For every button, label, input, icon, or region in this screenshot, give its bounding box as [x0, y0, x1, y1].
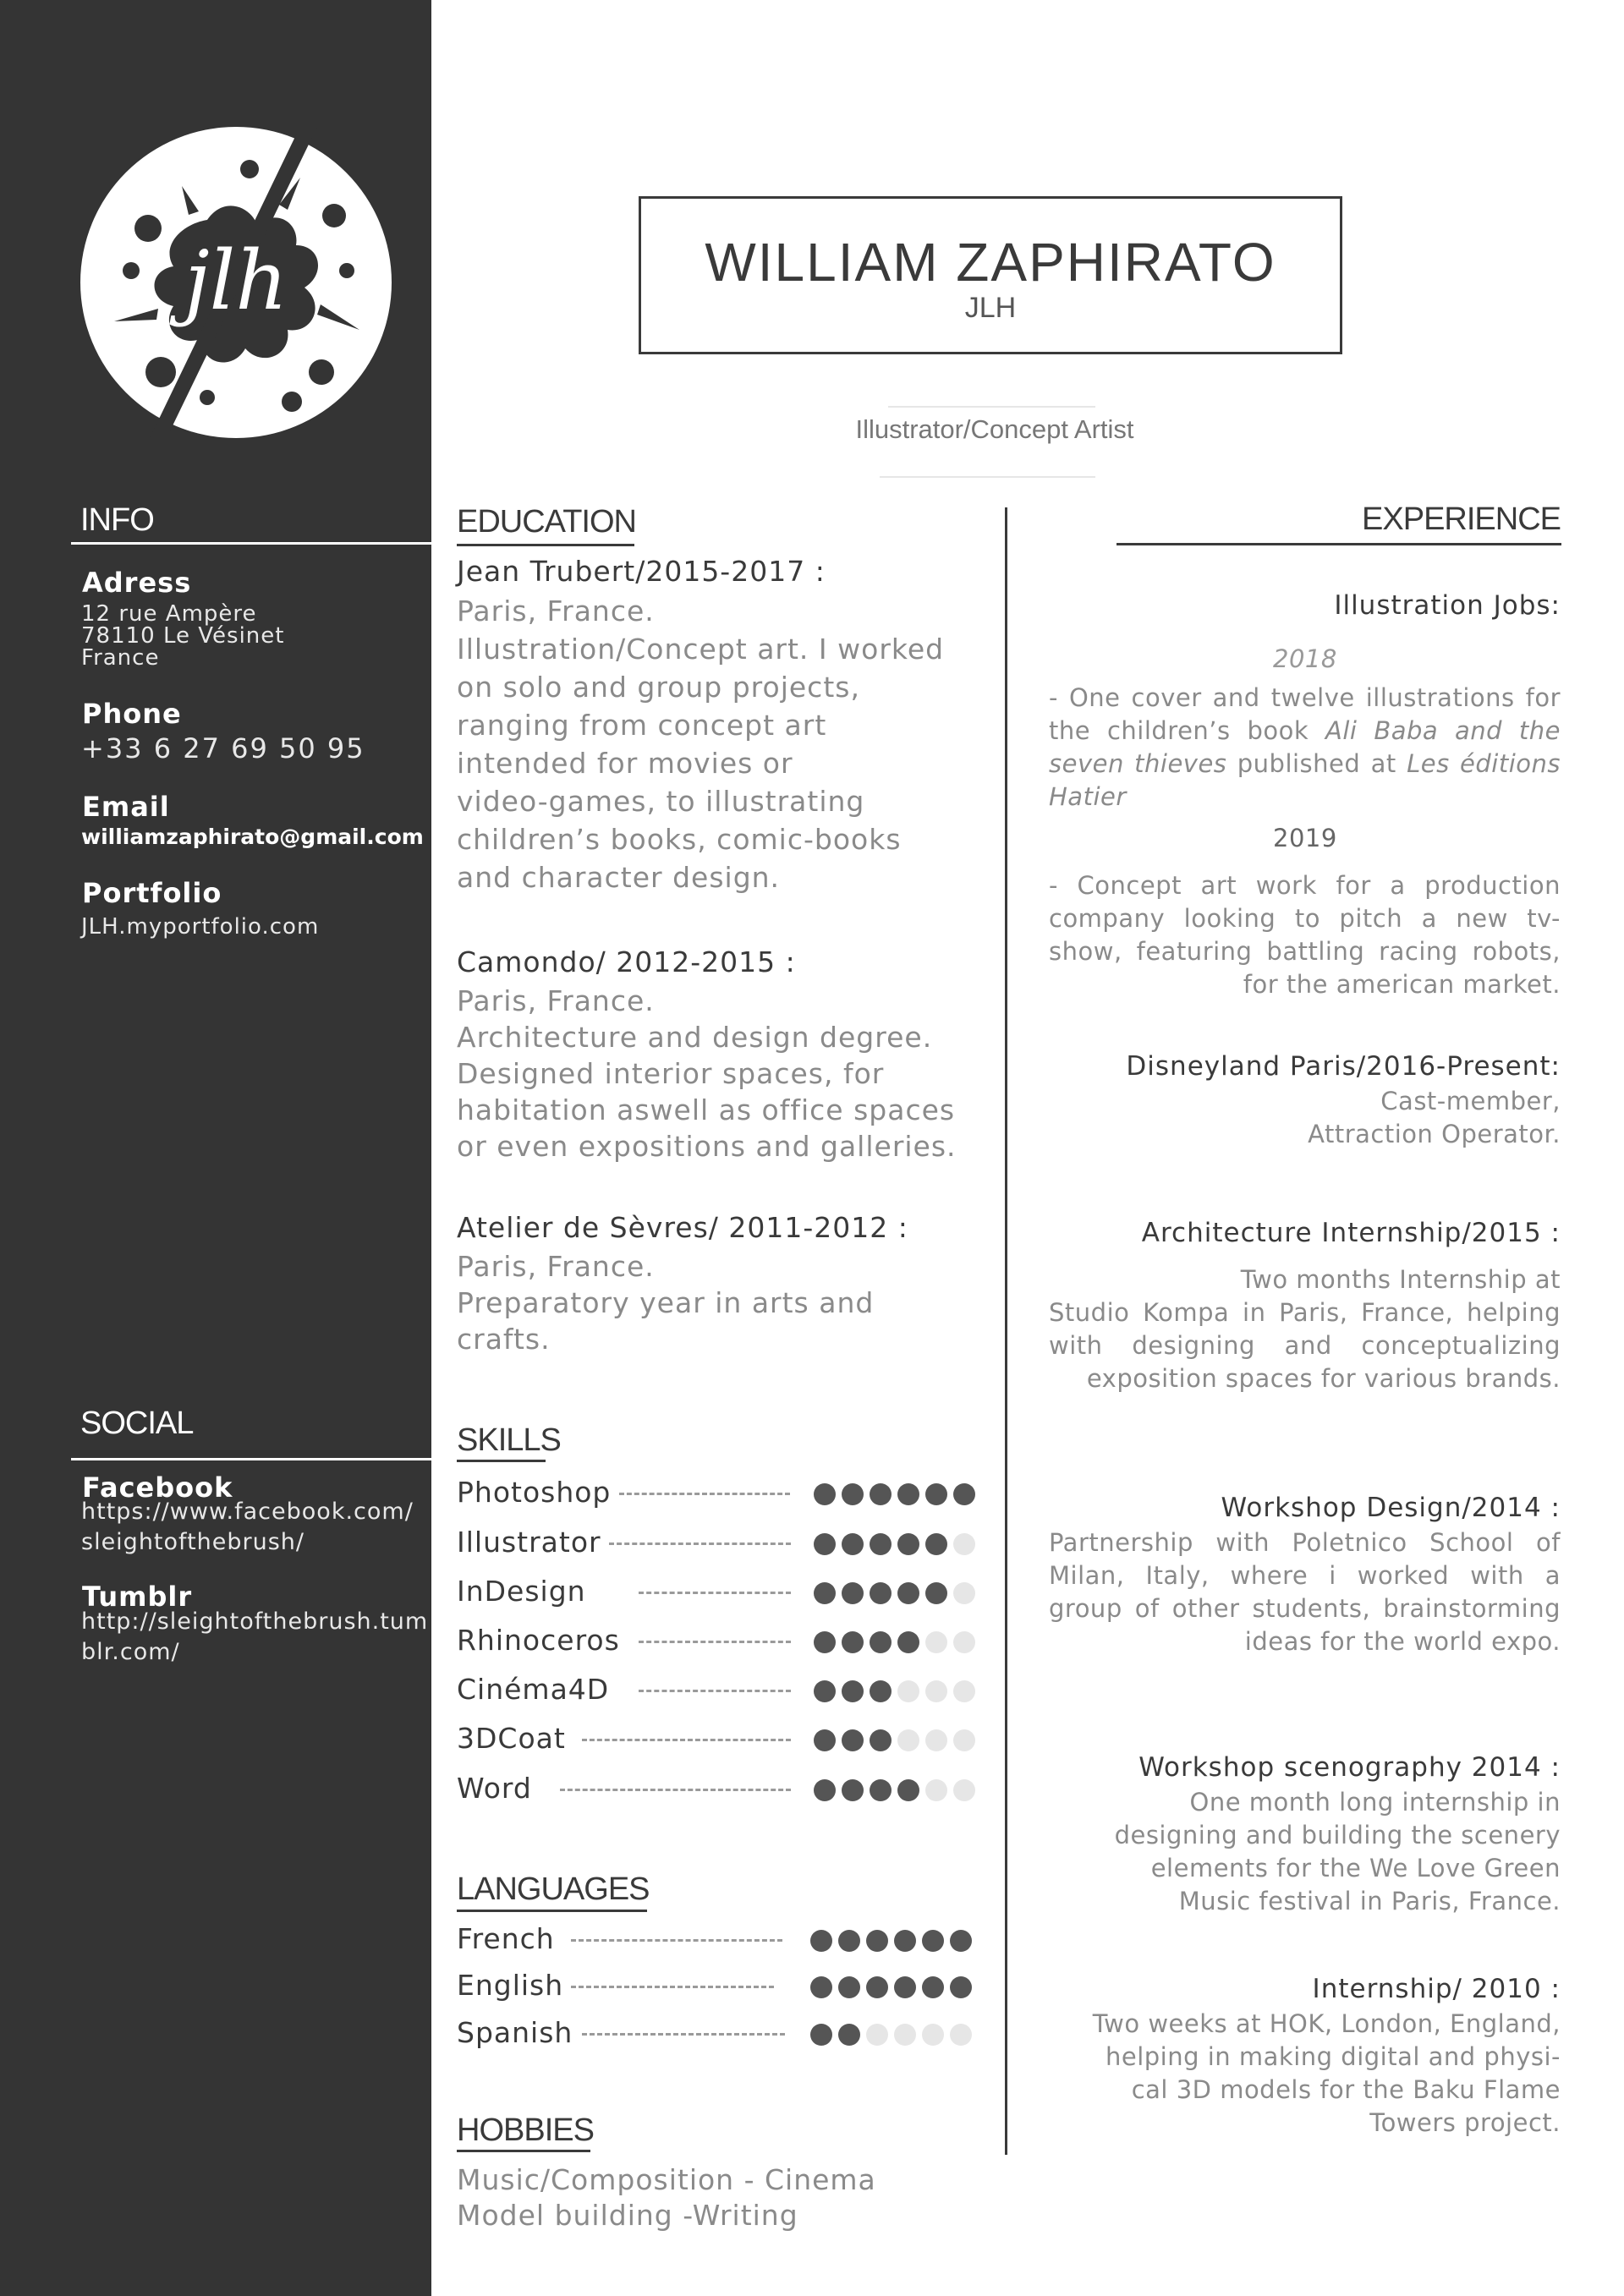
skill-name: Photoshop — [457, 1476, 612, 1509]
job-1-intro: - One cover and twelve illustrations for the children’s book — [1049, 683, 1561, 745]
skill-level-dots — [814, 1533, 975, 1555]
level-dot-filled — [870, 1631, 892, 1653]
level-dot-filled — [950, 1930, 972, 1952]
internship-line-3: cal 3D models for the Baku Flame — [1131, 2075, 1561, 2104]
disney-body — [1049, 1085, 1561, 1151]
dash-leader — [582, 2033, 785, 2036]
social-heading: SOCIAL — [80, 1406, 194, 1441]
level-dot-filled — [953, 1483, 975, 1505]
education-1-line-5: intended for movies or — [457, 747, 793, 780]
skills-rule — [457, 1460, 546, 1462]
level-dot-filled — [925, 1483, 947, 1505]
level-dot-empty — [894, 2024, 916, 2046]
internship-line-1: Two weeks at HOK, London, England, — [1092, 2009, 1561, 2038]
role-rule-top — [888, 406, 1095, 408]
education-body-1 — [457, 592, 973, 896]
workshop-design-body: Partnership with Poletnico School of Milan, Italy, where i worked with a group of other students, brainstorming ideas for the world expo. — [1049, 1528, 1561, 1656]
level-dot-filled — [897, 1631, 919, 1653]
education-rule — [457, 544, 634, 546]
level-dot-empty — [953, 1582, 975, 1604]
level-dot-filled — [814, 1729, 836, 1751]
dash-leader — [571, 1939, 782, 1942]
scenography-line-2: designing and building the scenery — [1114, 1821, 1561, 1849]
education-2-line-4: habitation aswell as office spaces — [457, 1093, 956, 1126]
architecture-title: Architecture Internship/2015 : — [1141, 1218, 1561, 1248]
dash-leader — [609, 1543, 791, 1545]
level-dot-filled — [894, 1930, 916, 1952]
education-1-line-2: Illustration/Concept art. I worked — [457, 633, 945, 666]
level-dot-filled — [842, 1680, 864, 1702]
skill-level-dots — [814, 1582, 975, 1604]
scenography-line-4: Music festival in Paris, France. — [1178, 1887, 1561, 1915]
education-title-3: Atelier de Sèvres/ 2011-2012 : — [457, 1211, 908, 1244]
level-dot-empty — [950, 2024, 972, 2046]
education-2-line-2: Architecture and design degree. — [457, 1021, 933, 1054]
level-dot-filled — [842, 1582, 864, 1604]
logo-monogram: jlh — [184, 233, 288, 328]
facebook-link-line-2[interactable]: sleightofthebrush/ — [81, 1529, 305, 1555]
job-1-published: published at — [1237, 749, 1396, 778]
illustration-job-2: - Concept art work for a production company looking to pitch a new tv-show, featuring battling racing robots, for the american market. — [1049, 871, 1561, 999]
workshop-scenography-title: Workshop scenography 2014 : — [1138, 1752, 1561, 1783]
education-1-line-6: video-games, to illustrating — [457, 785, 865, 818]
facebook-label: Facebook — [82, 1471, 233, 1504]
level-dot-filled — [870, 1729, 892, 1751]
level-dot-filled — [810, 2024, 832, 2046]
level-dot-filled — [814, 1582, 836, 1604]
level-dot-filled — [814, 1483, 836, 1505]
skill-name: Word — [457, 1772, 532, 1805]
email-label: Email — [82, 791, 170, 823]
level-dot-empty — [866, 2024, 888, 2046]
skill-level-dots — [814, 1729, 975, 1751]
level-dot-empty — [953, 1729, 975, 1751]
experience-heading: EXPERIENCE — [1362, 501, 1561, 537]
full-name: WILLIAM ZAPHIRATO — [705, 232, 1276, 293]
level-dot-filled — [838, 1976, 860, 1998]
skill-row-illustrator — [457, 1526, 981, 1559]
level-dot-empty — [925, 1631, 947, 1653]
education-body-3 — [457, 1248, 973, 1357]
job-1-book: Ali Baba and the seven thieves — [1049, 716, 1561, 778]
address-line-2: 78110 Le Vésinet — [81, 623, 285, 649]
email-link[interactable]: williamzaphirato@gmail.com — [81, 825, 424, 849]
level-dot-filled — [922, 1930, 944, 1952]
skill-level-dots — [814, 1779, 975, 1801]
dash-leader — [639, 1641, 791, 1643]
illustration-year-2019: 2019 — [1273, 824, 1337, 852]
education-1-line-1: Paris, France. — [457, 595, 655, 627]
level-dot-filled — [922, 1976, 944, 1998]
level-dot-empty — [953, 1779, 975, 1801]
illustration-job-1 — [1049, 682, 1561, 814]
sidebar — [0, 0, 431, 2296]
level-dot-filled — [950, 1976, 972, 1998]
skill-level-dots — [814, 1483, 975, 1505]
level-dot-filled — [870, 1483, 892, 1505]
level-dot-filled — [870, 1533, 892, 1555]
level-dot-filled — [866, 1930, 888, 1952]
language-level-dots — [810, 1976, 972, 1998]
skill-row-indesign — [457, 1575, 981, 1608]
level-dot-filled — [842, 1631, 864, 1653]
level-dot-filled — [814, 1533, 836, 1555]
skill-level-dots — [814, 1680, 975, 1702]
phone-label: Phone — [82, 698, 182, 730]
scenography-line-3: elements for the We Love Green — [1150, 1854, 1561, 1882]
tumblr-link-line-1[interactable]: http://sleightofthebrush.tum — [81, 1608, 429, 1635]
level-dot-filled — [870, 1582, 892, 1604]
dash-leader — [639, 1690, 791, 1692]
level-dot-filled — [814, 1680, 836, 1702]
skill-row-rhinoceros — [457, 1624, 981, 1658]
education-3-line-1: Paris, France. — [457, 1250, 655, 1283]
level-dot-filled — [810, 1976, 832, 1998]
language-name: Spanish — [457, 2016, 573, 2049]
level-dot-empty — [897, 1729, 919, 1751]
level-dot-filled — [894, 1976, 916, 1998]
internship-title: Internship/ 2010 : — [1312, 1974, 1561, 2004]
education-1-line-3: on solo and group projects, — [457, 671, 860, 704]
phone-value: +33 6 27 69 50 95 — [81, 732, 365, 764]
portfolio-label: Portfolio — [82, 877, 222, 909]
workshop-design-title: Workshop Design/2014 : — [1221, 1493, 1561, 1523]
education-2-line-1: Paris, France. — [457, 984, 655, 1017]
education-body-2 — [457, 983, 973, 1164]
level-dot-filled — [925, 1533, 947, 1555]
level-dot-empty — [953, 1533, 975, 1555]
skills-heading: SKILLS — [457, 1422, 561, 1458]
languages-heading: LANGUAGES — [457, 1871, 650, 1907]
language-row-french — [457, 1922, 981, 1956]
language-name: English — [457, 1969, 564, 2002]
education-1-line-4: ranging from concept art — [457, 709, 827, 742]
internship-line-2: helping in making digital and physi- — [1106, 2042, 1561, 2071]
level-dot-filled — [897, 1533, 919, 1555]
level-dot-empty — [925, 1680, 947, 1702]
level-dot-empty — [897, 1680, 919, 1702]
level-dot-filled — [814, 1631, 836, 1653]
skill-row-cinema4d — [457, 1673, 981, 1707]
info-rule — [71, 542, 431, 545]
level-dot-filled — [814, 1779, 836, 1801]
skill-row-3dcoat — [457, 1722, 981, 1756]
architecture-body: Studio Kompa in Paris, France, helping with designing and conceptualizing exposition spaces for various brands. — [1049, 1298, 1561, 1393]
social-rule — [71, 1458, 431, 1460]
level-dot-filled — [842, 1779, 864, 1801]
language-row-spanish — [457, 2016, 981, 2050]
skill-name: InDesign — [457, 1575, 586, 1608]
hobbies-heading: HOBBIES — [457, 2112, 594, 2148]
education-3-line-2: Preparatory year in arts and — [457, 1286, 875, 1319]
language-name: French — [457, 1922, 555, 1955]
skill-level-dots — [814, 1631, 975, 1653]
level-dot-filled — [842, 1533, 864, 1555]
dash-leader — [571, 1986, 774, 1988]
level-dot-filled — [897, 1582, 919, 1604]
internship-line-4: Towers project. — [1369, 2108, 1561, 2137]
hobby-line-2: Model building -Writing — [457, 2199, 798, 2232]
languages-rule — [457, 1910, 647, 1912]
disney-title: Disneyland Paris/2016-Present: — [1126, 1051, 1561, 1082]
level-dot-filled — [866, 1976, 888, 1998]
dash-leader — [582, 1739, 791, 1741]
illustration-jobs-title: Illustration Jobs: — [1334, 590, 1561, 621]
education-heading: EDUCATION — [457, 504, 636, 540]
level-dot-filled — [870, 1779, 892, 1801]
dash-leader — [560, 1789, 791, 1791]
language-row-english — [457, 1969, 981, 2003]
illustration-year-2018: 2018 — [1273, 644, 1337, 673]
disney-line-1: Cast-member, — [1380, 1087, 1561, 1115]
level-dot-empty — [953, 1680, 975, 1702]
hobbies-rule — [457, 2150, 590, 2152]
level-dot-filled — [925, 1582, 947, 1604]
info-heading: INFO — [80, 502, 154, 538]
architecture-first-line: Two months Internship at — [1240, 1265, 1561, 1294]
skill-name: Cinéma4D — [457, 1673, 610, 1706]
education-title-2: Camondo/ 2012-2015 : — [457, 945, 796, 978]
language-level-dots — [810, 1930, 972, 1952]
level-dot-filled — [870, 1680, 892, 1702]
hobbies-list — [457, 2162, 981, 2233]
facebook-link-line-1[interactable]: https://www.facebook.com/ — [81, 1499, 414, 1525]
alias: JLH — [964, 292, 1017, 324]
column-divider — [1005, 507, 1007, 2155]
level-dot-empty — [925, 1779, 947, 1801]
role-title: Illustrator/Concept Artist — [855, 414, 1134, 444]
scenography-line-1: One month long internship in — [1189, 1788, 1561, 1817]
tumblr-label: Tumblr — [82, 1581, 193, 1613]
role-rule-bottom — [880, 476, 1095, 478]
level-dot-filled — [897, 1779, 919, 1801]
skill-row-word — [457, 1772, 981, 1806]
language-level-dots — [810, 2024, 972, 2046]
internship-body — [1049, 2008, 1561, 2140]
address-line-3: France — [81, 645, 160, 671]
level-dot-filled — [838, 1930, 860, 1952]
level-dot-filled — [810, 1930, 832, 1952]
disney-line-2: Attraction Operator. — [1308, 1120, 1561, 1148]
tumblr-link-line-2[interactable]: blr.com/ — [81, 1639, 180, 1665]
level-dot-empty — [925, 1729, 947, 1751]
dash-leader — [619, 1493, 790, 1495]
address-label: Adress — [82, 567, 192, 599]
paint-splash-logo — [80, 127, 392, 438]
level-dot-filled — [838, 2024, 860, 2046]
dash-leader — [639, 1592, 791, 1594]
name-box — [639, 196, 1342, 354]
education-2-line-5: or even expositions and galleries. — [457, 1130, 957, 1163]
skill-name: Illustrator — [457, 1526, 601, 1559]
workshop-scenography-body — [1049, 1786, 1561, 1918]
skill-name: 3DCoat — [457, 1722, 566, 1755]
address-line-1: 12 rue Ampère — [81, 601, 257, 627]
skill-row-photoshop — [457, 1476, 981, 1510]
hobby-line-1: Music/Composition - Cinema — [457, 2163, 876, 2196]
portfolio-link[interactable]: JLH.myportfolio.com — [81, 914, 320, 940]
job-1-publisher: Les éditions Hatier — [1049, 749, 1561, 811]
experience-rule — [1116, 543, 1561, 545]
level-dot-empty — [922, 2024, 944, 2046]
level-dot-filled — [897, 1483, 919, 1505]
level-dot-filled — [842, 1483, 864, 1505]
education-2-line-3: Designed interior spaces, for — [457, 1057, 885, 1090]
skill-name: Rhinoceros — [457, 1624, 620, 1657]
level-dot-filled — [842, 1729, 864, 1751]
education-1-line-8: and character design. — [457, 861, 781, 894]
education-title-1: Jean Trubert/2015-2017 : — [457, 555, 826, 588]
education-3-line-3: crafts. — [457, 1323, 551, 1356]
education-1-line-7: children’s books, comic-books — [457, 823, 902, 856]
level-dot-empty — [953, 1631, 975, 1653]
